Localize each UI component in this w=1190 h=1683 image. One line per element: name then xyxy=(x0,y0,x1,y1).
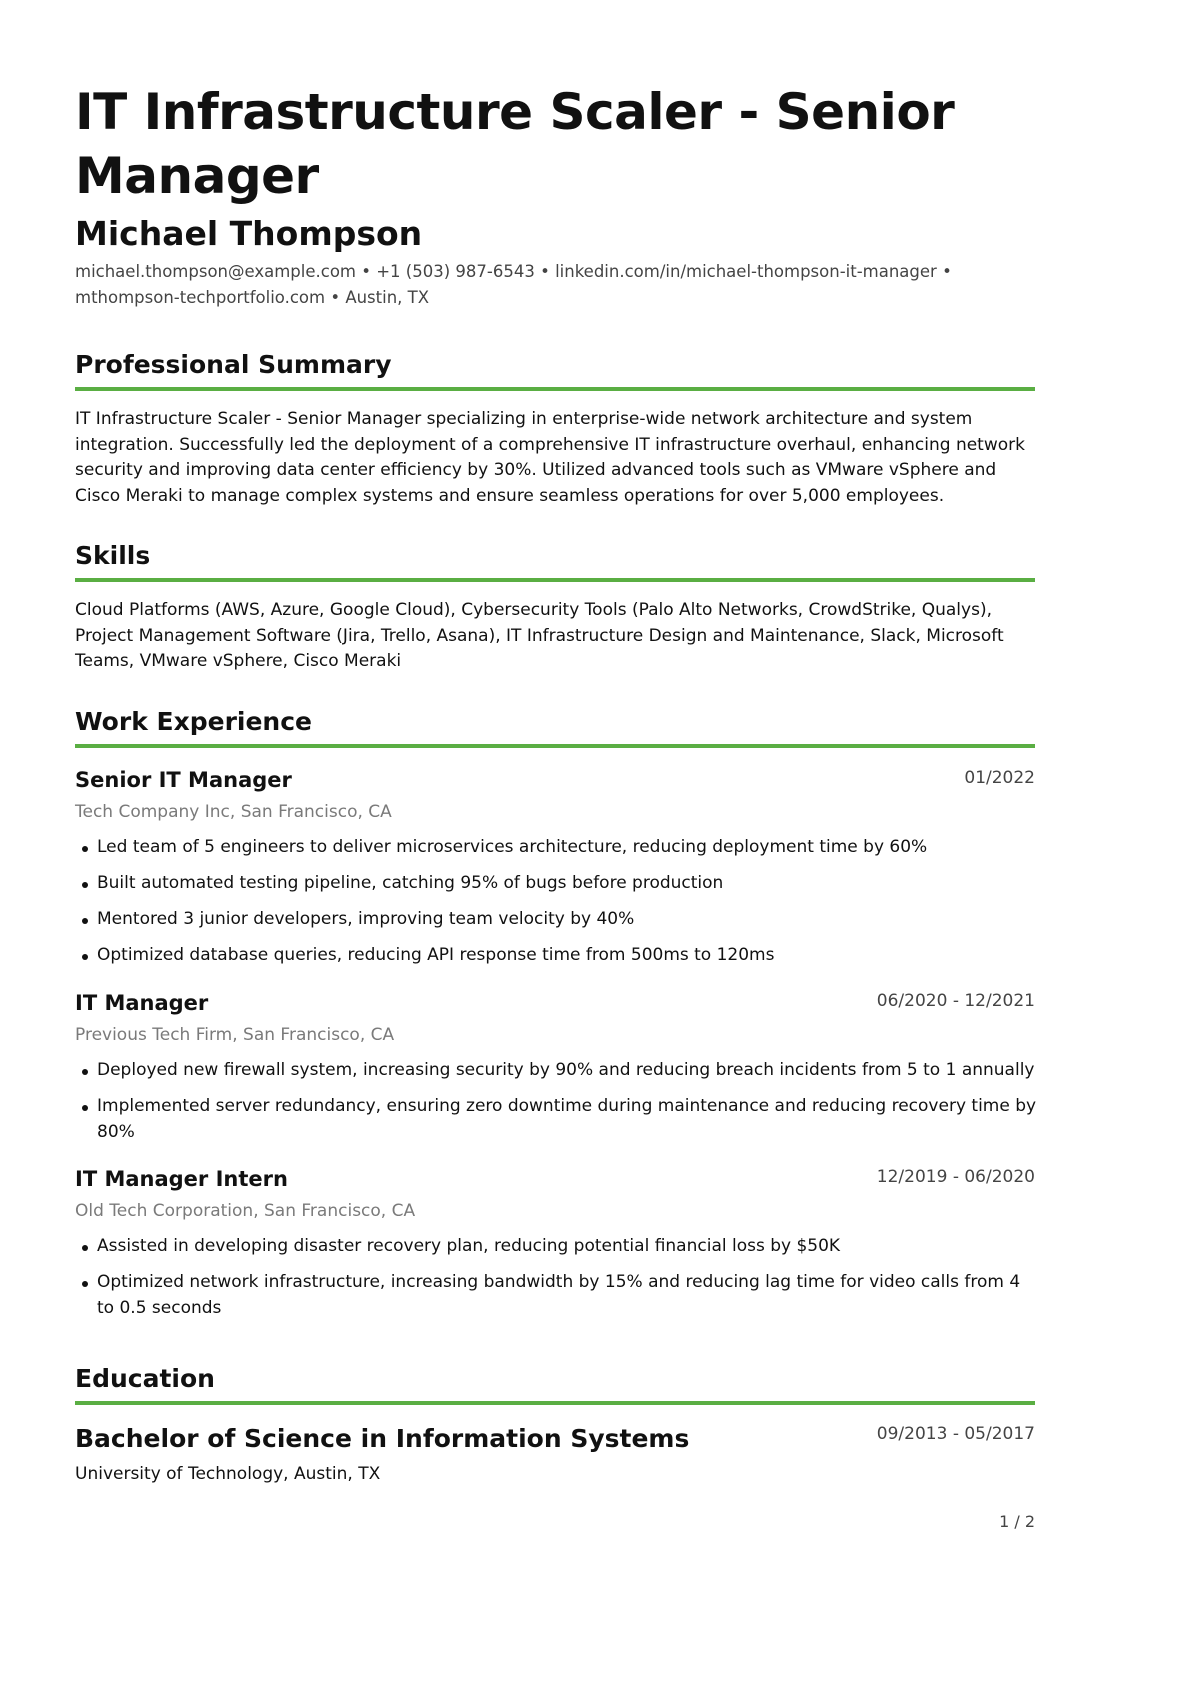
contact-location: Austin, TX xyxy=(345,288,430,307)
bullet-item xyxy=(75,1270,1040,1321)
contact-portfolio[interactable]: mthompson-techportfolio.com xyxy=(75,288,326,307)
education-date: 09/2013 - 05/2017 xyxy=(876,1424,1035,1444)
bullet-text: Implemented server redundancy, ensuring zero downtime during maintenance and reducing recovery time by 80% xyxy=(97,1096,1037,1142)
resume-title: IT Infrastructure Scaler - Senior Manager xyxy=(75,83,955,205)
bullet-item xyxy=(75,1058,1040,1084)
education-degree: Bachelor of Science in Information Systems xyxy=(75,1424,690,1453)
bullet-dot-icon xyxy=(82,882,88,888)
contact-separator: • xyxy=(534,262,556,281)
skills-heading: Skills xyxy=(75,541,151,570)
bullet-dot-icon xyxy=(82,954,88,960)
education-heading: Education xyxy=(75,1364,215,1393)
experience-heading: Work Experience xyxy=(75,707,312,736)
bullet-text: Deployed new firewall system, increasing security by 90% and reducing breach incidents from 5 to 1 annually xyxy=(97,1060,1035,1080)
job-company: Previous Tech Firm, San Francisco, CA xyxy=(75,1025,395,1045)
contact-email[interactable]: michael.thompson@example.com xyxy=(75,262,356,281)
bullet-text: Built automated testing pipeline, catching 95% of bugs before production xyxy=(97,873,724,893)
job-company: Tech Company Inc, San Francisco, CA xyxy=(75,802,392,822)
bullet-text: Assisted in developing disaster recovery plan, reducing potential financial loss by $50K xyxy=(97,1236,841,1256)
summary-text: IT Infrastructure Scaler - Senior Manager specializing in enterprise-wide network architecture and system integration. Successfully led the deployment of a comprehensive IT infrastructure overhaul, enhancing network security and improving data center efficiency by 30%. Utilized advanced tools such as VMware vSphere and Cisco Meraki to manage complex systems and ensure seamless operations for over 5,000 employees. xyxy=(75,409,1025,506)
bullet-dot-icon xyxy=(82,1245,88,1251)
contact-line xyxy=(75,259,1035,311)
job-title: IT Manager xyxy=(75,991,209,1015)
bullet-text: Mentored 3 junior developers, improving team velocity by 40% xyxy=(97,909,635,929)
bullet-item xyxy=(75,1094,1040,1145)
bullet-text: Optimized network infrastructure, increasing bandwidth by 15% and reducing lag time for video calls from 4 to 0.5 seconds xyxy=(97,1272,1021,1318)
contact-separator: • xyxy=(936,262,952,281)
bullet-item xyxy=(75,907,1040,933)
education-school: University of Technology, Austin, TX xyxy=(75,1464,381,1484)
job-bullets xyxy=(75,835,1040,979)
bullet-item xyxy=(75,1234,1040,1260)
page-number: 1 / 2 xyxy=(999,1512,1035,1531)
job-date: 12/2019 - 06/2020 xyxy=(876,1167,1035,1187)
contact-phone[interactable]: +1 (503) 987-6543 xyxy=(376,262,535,281)
job-company: Old Tech Corporation, San Francisco, CA xyxy=(75,1201,416,1221)
job-title: Senior IT Manager xyxy=(75,768,292,792)
bullet-dot-icon xyxy=(82,918,88,924)
candidate-name: Michael Thompson xyxy=(75,214,423,253)
job-date: 06/2020 - 12/2021 xyxy=(876,991,1035,1011)
job-date: 01/2022 xyxy=(964,768,1035,788)
bullet-item xyxy=(75,943,1040,969)
job-title: IT Manager Intern xyxy=(75,1167,288,1191)
job-bullets xyxy=(75,1234,1040,1332)
bullet-text: Optimized database queries, reducing API response time from 500ms to 120ms xyxy=(97,945,775,965)
bullet-text: Led team of 5 engineers to deliver microservices architecture, reducing deployment time by 60% xyxy=(97,837,928,857)
bullet-dot-icon xyxy=(82,1069,88,1075)
bullet-item xyxy=(75,835,1040,861)
bullet-dot-icon xyxy=(82,846,88,852)
bullet-dot-icon xyxy=(82,1281,88,1287)
contact-linkedin[interactable]: linkedin.com/in/michael-thompson-it-manager xyxy=(555,262,937,281)
section-divider xyxy=(75,1401,1035,1405)
section-divider xyxy=(75,578,1035,582)
job-bullets xyxy=(75,1058,1040,1156)
summary-heading: Professional Summary xyxy=(75,350,392,379)
section-divider xyxy=(75,744,1035,748)
bullet-dot-icon xyxy=(82,1105,88,1111)
section-divider xyxy=(75,387,1035,391)
contact-separator: • xyxy=(356,262,377,281)
skills-text: Cloud Platforms (AWS, Azure, Google Cloud), Cybersecurity Tools (Palo Alto Networks, CrowdStrike, Qualys), Project Management Software (Jira, Trello, Asana), IT Infrastructure Design and Maintenance, Slack, Microsoft Teams, VMware vSphere, Cisco Meraki xyxy=(75,600,1004,671)
bullet-item xyxy=(75,871,1040,897)
contact-separator: • xyxy=(325,288,346,307)
